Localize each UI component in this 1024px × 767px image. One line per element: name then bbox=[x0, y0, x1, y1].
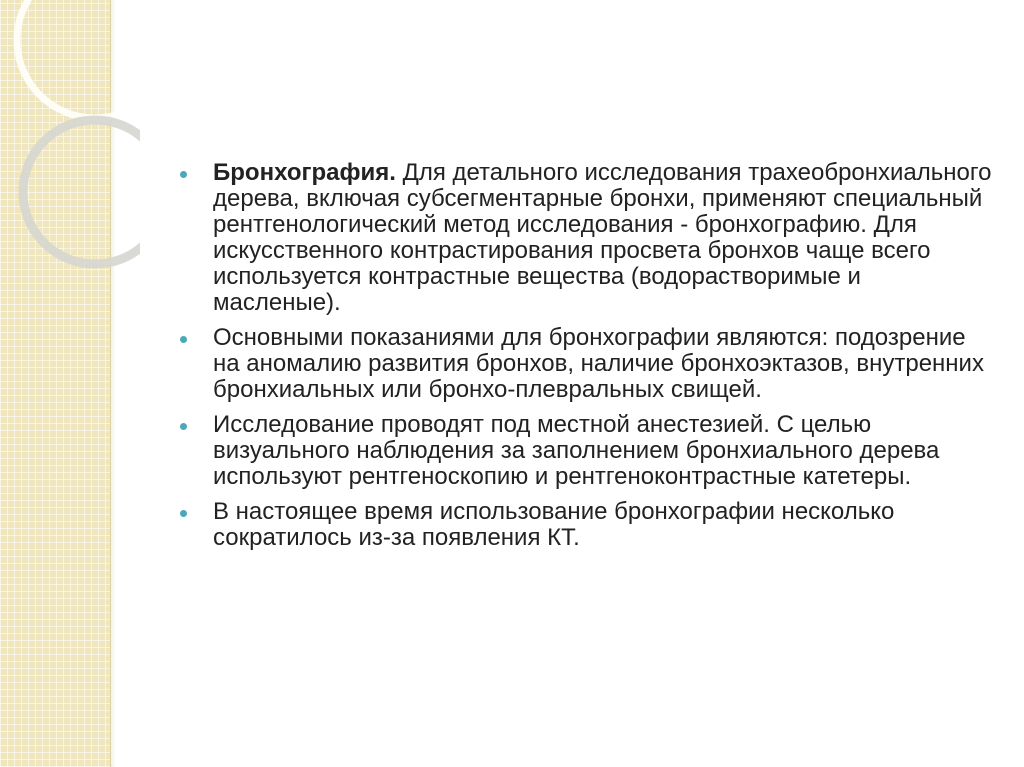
decorative-circles bbox=[0, 0, 140, 320]
bullet-lead-term: Бронхография. bbox=[213, 159, 396, 186]
slide-content bbox=[180, 160, 995, 560]
bullet-text: Исследование проводят под местной анестезией. С целью визуального наблюдения за заполнением бронхиального дерева используют рентгеноскопию и рентгеноконтрастные катетеры. bbox=[213, 411, 940, 490]
bullet-text: В настоящее время использование бронхографии несколько сократилось из-за появления КТ. bbox=[213, 498, 895, 551]
bullet-list bbox=[180, 160, 995, 551]
bullet-dot-icon bbox=[180, 510, 187, 517]
bullet-item bbox=[180, 499, 995, 551]
bullet-dot-icon bbox=[180, 171, 187, 178]
bullet-item bbox=[180, 325, 995, 403]
decorative-circle-top bbox=[17, 0, 140, 118]
bullet-text: Основными показаниями для бронхографии являются: подозрение на аномалию развития бронхов, наличие бронхоэктазов, внутренних бронхиальных или бронхо-плевральных свищей. bbox=[213, 324, 984, 403]
bullet-item bbox=[180, 160, 995, 316]
bullet-text: Для детального исследования трахеобронхиального дерева, включая субсегментарные бронхи, применяют специальный рентгенологический метод исследования - бронхографию. Для искусственного контрастирования просвета бронхов чаще всего используется контрастные вещества (водорастворимые и масленые). bbox=[213, 159, 992, 316]
decorative-circle-bottom bbox=[23, 120, 140, 264]
bullet-dot-icon bbox=[180, 423, 187, 430]
bullet-dot-icon bbox=[180, 336, 187, 343]
bullet-item bbox=[180, 412, 995, 490]
